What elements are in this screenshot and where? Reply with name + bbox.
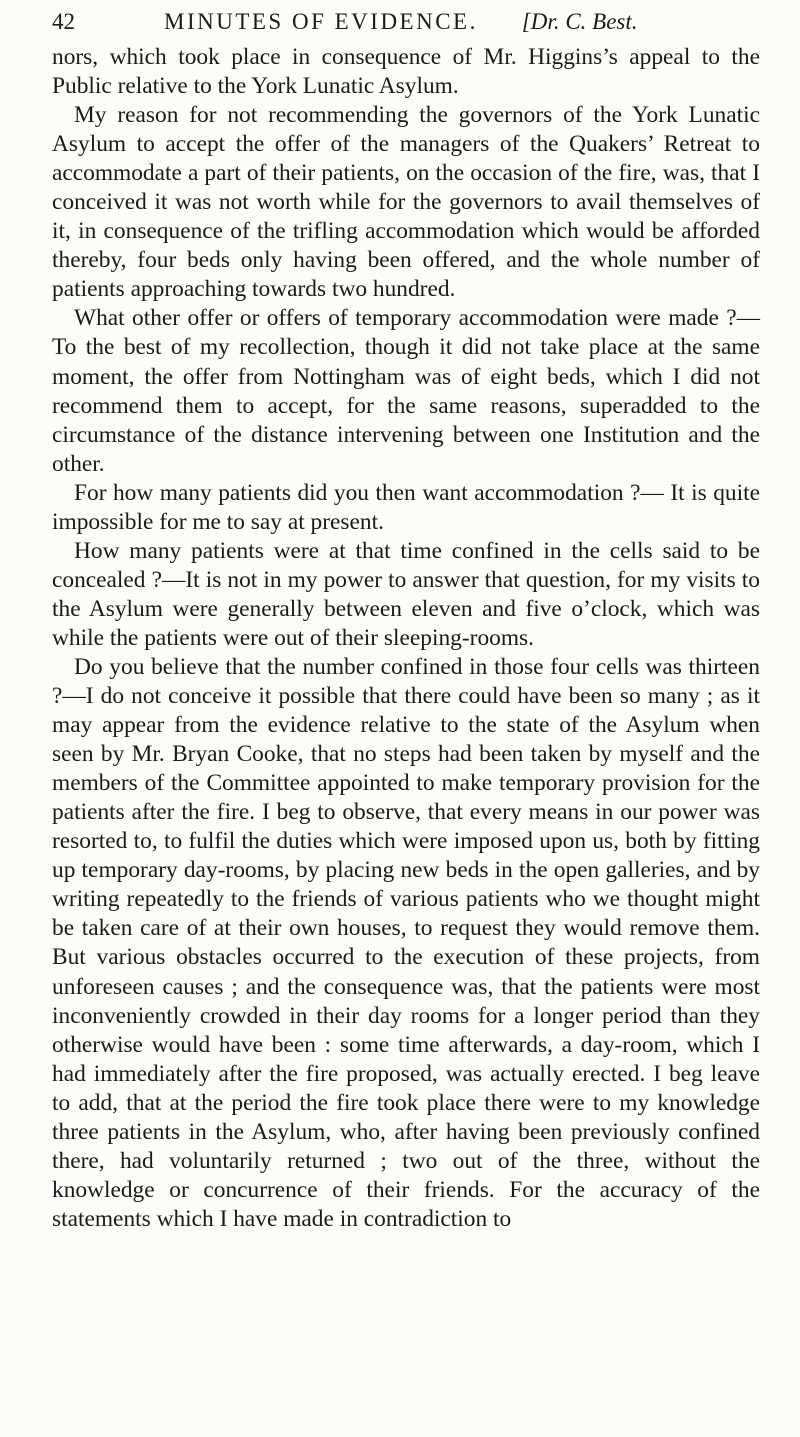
paragraph: Do you believe that the number confined in those four cells was thirteen ?—I do not conceive it possible that there could have been so many ; as it may appear from the evidence relative to the state of the Asylum when seen by Mr. Bryan Cooke, that no steps had been taken by myself and the members of the Committee appointed to make temporary provision for the patients after the fire. I beg to observe, that every means in our power was resorted to, to fulfil the duties which were imposed upon us, both by fitting up temporary day-rooms, by placing new beds in the open galleries, and by writing repeatedly to the friends of various patients who we thought might be taken care of at their own houses, to request they would remove them. But various obstacles occurred to the execution of these projects, from unforeseen causes ; and the consequence was, that the patients were most inconveniently crowded in their day rooms for a longer period than they otherwise would have been : some time afterwards, a day-room, which I had immediately after the fire proposed, was actually erected. I beg leave to add, that at the period the fire took place there were to my knowledge three patients in the Asylum, who, after having been previously confined there, had voluntarily returned ; two out of the three, without the knowledge or concurrence of their friends. For the accuracy of the statements which I have made in contradiction to [52,653,760,1232]
paragraph: My reason for not recommending the governors of the York Lunatic Asylum to accept the offer of the managers of the Quakers’ Retreat to accommodate a part of their patients, on the occasion of the fire, was, that I conceived it was not worth while for the governors to avail themselves of it, in consequence of the trifling accommodation which would be afforded thereby, four beds only having been offered, and the whole number of patients approaching towards two hundred. [52,102,760,303]
paragraph-continuation: nors, which took place in consequence of Mr. Higgins’s appeal to the Public relative to the York Lunatic Asylum. [52,44,760,100]
page-header [52,2,760,42]
paragraph: For how many patients did you then want accommodation ?— It is quite impossible for me to say at present. [52,479,760,535]
body-text [52,43,760,1234]
paragraph: What other offer or offers of temporary accommodation were made ?—To the best of my recollection, though it did not take place at the same moment, the offer from Nottingham was of eight beds, which I did not recommend them to accept, for the same reasons, superadded to the circumstance of the distance intervening between one Institution and the other. [52,305,760,477]
witness-attribution: [Dr. C. Best. [521,9,638,34]
running-title: MINUTES OF EVIDENCE. [164,9,478,34]
page-number: 42 [52,9,75,34]
paragraph: How many patients were at that time confined in the cells said to be concealed ?—It is not in my power to answer that question, for my visits to the Asylum were generally between eleven and five o’clock, which was while the patients were out of their sleeping-rooms. [52,537,760,651]
